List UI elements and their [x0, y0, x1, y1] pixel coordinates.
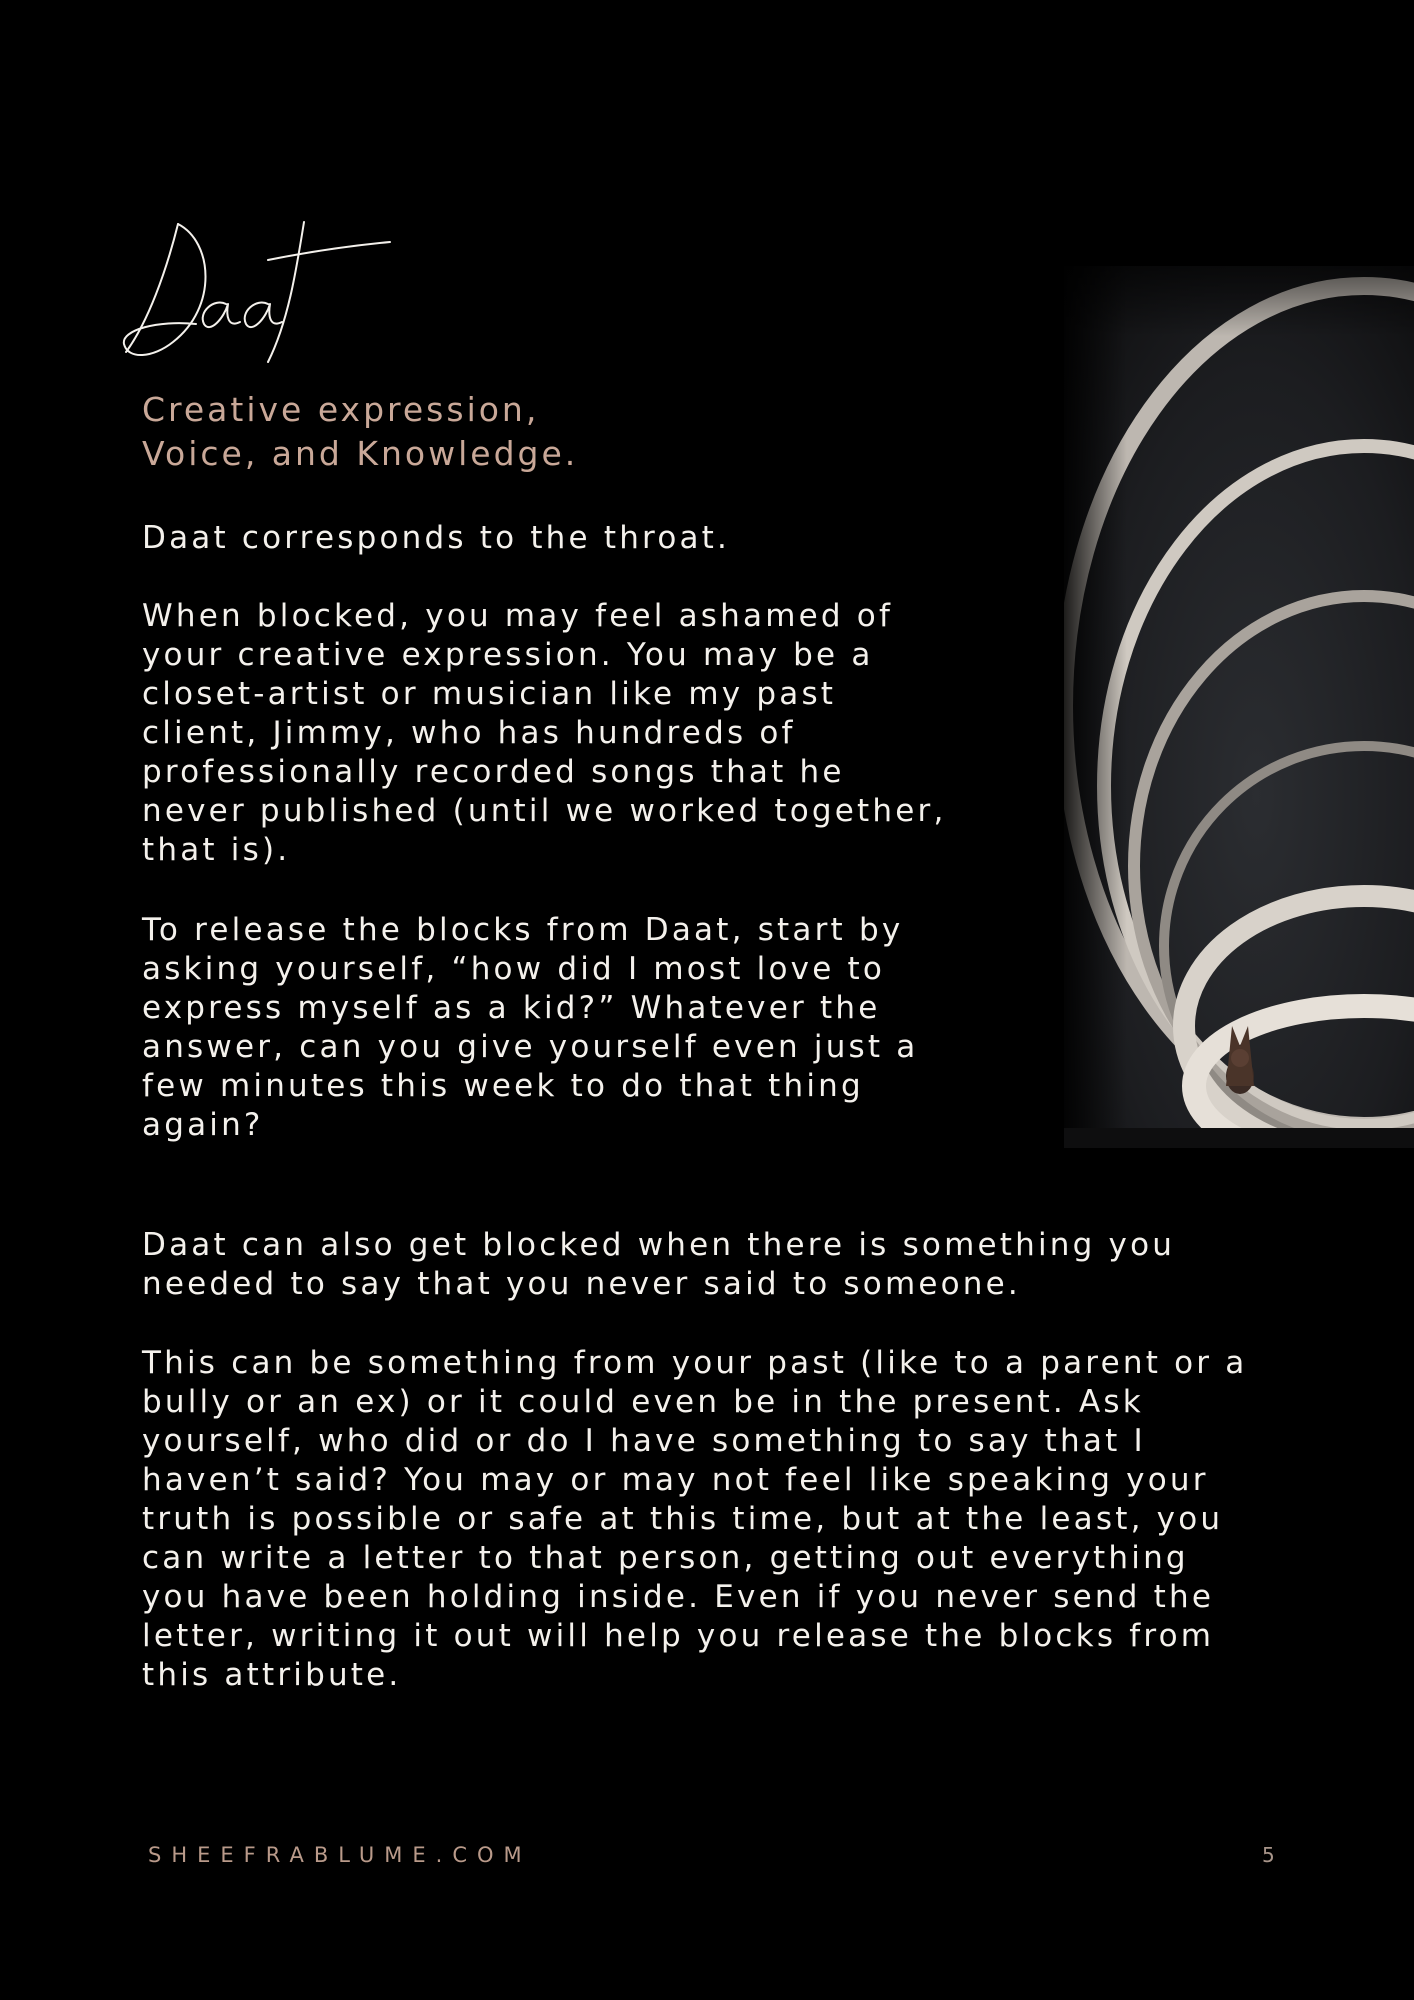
- subtitle: [142, 388, 782, 476]
- paragraph-4: Daat can also get blocked when there is something you needed to say that you never said to someone.: [142, 1227, 1176, 1302]
- subtitle-line-2: Voice, and Knowledge.: [142, 434, 579, 473]
- footer-website: SHEEFRABLUME.COM: [148, 1843, 532, 1867]
- concentric-rings-photo: [1064, 266, 1414, 1148]
- paragraph-5: This can be something from your past (like to a parent or a bully or an ex) or it could even be in the present. Ask yourself, who did or do I have something to say that I haven’t said? You may or may not feel like speaking your truth is possible or safe at this time, but at the least, you can write a letter to that person, getting out everything you have been holding inside. Even if you never send the letter, writing it out will help you release the blocks from this attribute.: [142, 1345, 1248, 1693]
- subtitle-line-1: Creative expression,: [142, 390, 540, 429]
- paragraph-1: Daat corresponds to the throat.: [142, 520, 731, 556]
- paragraph-2: When blocked, you may feel ashamed of your creative expression. You may be a closet-artist or musician like my past client, Jimmy, who has hundreds of professionally recorded songs that he never published (until we worked together, that is).: [142, 598, 947, 868]
- page-title-script: [118, 212, 398, 372]
- page-number: 5: [1262, 1843, 1275, 1867]
- paragraph-3: To release the blocks from Daat, start by asking yourself, “how did I most love to express myself as a kid?” Whatever the answer, can you give yourself even just a few minutes this week to do that thing again?: [142, 912, 919, 1143]
